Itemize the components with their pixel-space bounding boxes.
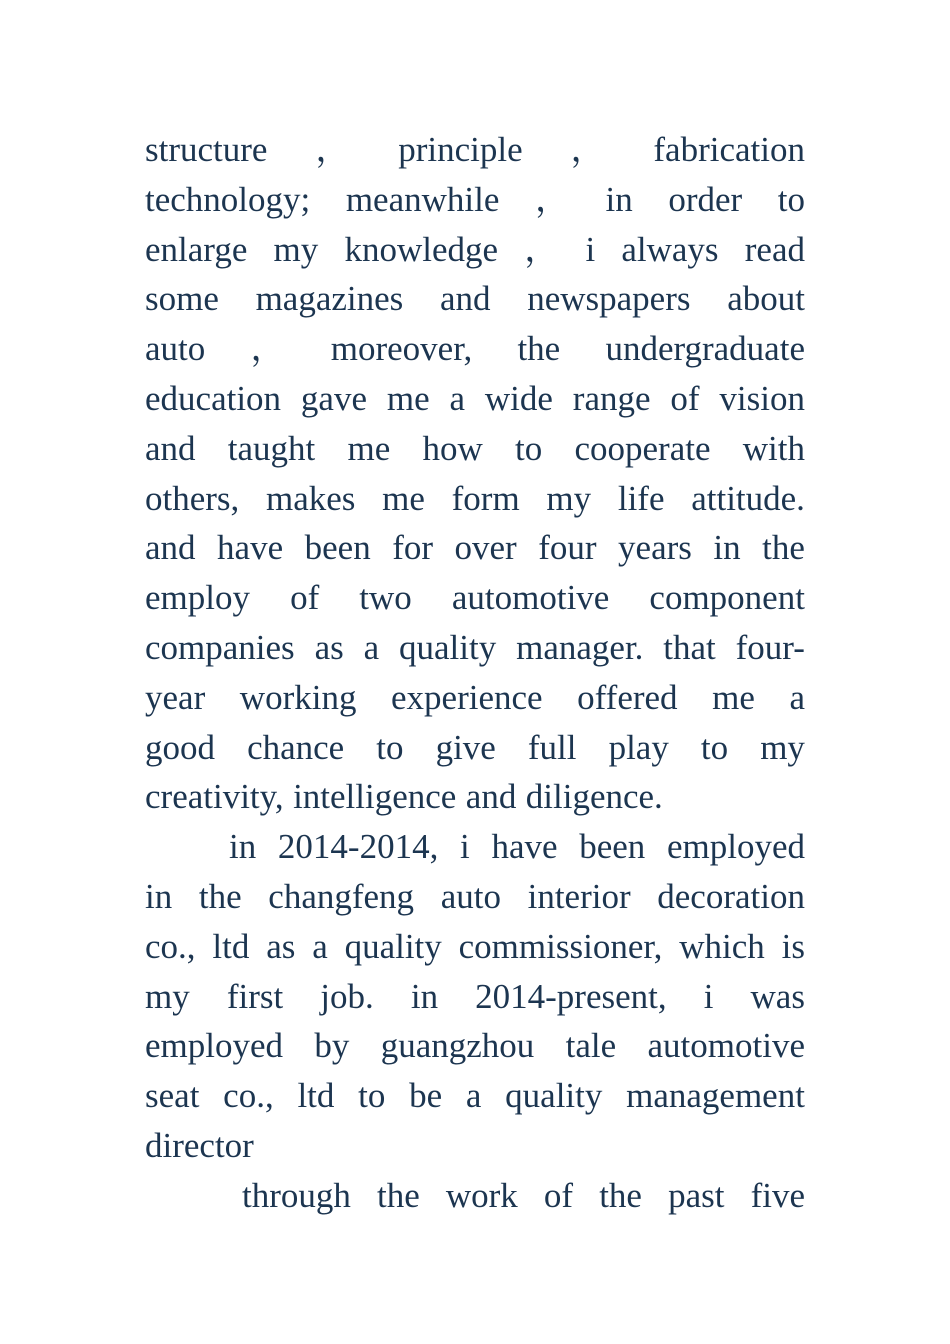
word: have xyxy=(491,827,558,867)
word: diligence. xyxy=(525,777,663,817)
word: of xyxy=(670,379,700,418)
word: seat xyxy=(145,1076,200,1116)
word: to xyxy=(700,727,729,767)
word: a xyxy=(312,926,328,966)
word: me xyxy=(712,677,755,717)
word: ， xyxy=(315,130,351,169)
word: interior xyxy=(527,877,631,916)
word: read xyxy=(744,229,805,269)
word: quality xyxy=(505,1076,603,1116)
text-line xyxy=(145,523,805,573)
word: range xyxy=(572,379,651,418)
word: i xyxy=(703,976,714,1016)
word: years xyxy=(618,528,692,568)
word: a xyxy=(363,628,380,667)
word: and xyxy=(145,428,196,468)
word: five xyxy=(750,1175,805,1215)
word: my xyxy=(760,727,805,767)
word: the xyxy=(762,528,805,568)
text-line xyxy=(145,424,805,474)
word: my xyxy=(145,976,190,1016)
text-line xyxy=(145,1021,805,1071)
word: makes xyxy=(266,478,356,518)
word: four- xyxy=(735,628,805,667)
word: changfeng xyxy=(268,877,415,916)
word: cooperate xyxy=(574,428,711,468)
word: give xyxy=(435,727,496,767)
word: form xyxy=(451,478,520,518)
word: experience xyxy=(391,677,543,717)
text-line xyxy=(145,274,805,324)
word: i xyxy=(585,229,596,269)
word: of xyxy=(543,1175,574,1215)
word: good xyxy=(145,727,215,767)
word: structure xyxy=(145,130,268,169)
word: companies xyxy=(145,628,295,667)
word: ， xyxy=(534,179,570,219)
word: order xyxy=(668,179,743,219)
word: to xyxy=(777,179,805,219)
word: magazines xyxy=(255,279,404,319)
word: fabrication xyxy=(653,130,805,169)
word: and xyxy=(145,528,196,568)
text-line xyxy=(145,125,805,175)
word: in xyxy=(713,528,741,568)
word: manager. xyxy=(516,628,644,667)
word: auto xyxy=(145,329,206,369)
text-line xyxy=(145,225,805,275)
word: auto xyxy=(440,877,501,916)
word: undergraduate xyxy=(605,329,805,369)
word: over xyxy=(454,528,517,568)
word: gave xyxy=(300,379,367,418)
word: others, xyxy=(145,478,240,518)
word: enlarge xyxy=(145,229,248,269)
word: a xyxy=(449,379,466,418)
word: me xyxy=(386,379,430,418)
word: attitude. xyxy=(691,478,805,518)
word: automotive xyxy=(647,1026,805,1066)
word: in xyxy=(605,179,633,219)
word: the xyxy=(198,877,242,916)
word: management xyxy=(626,1076,805,1116)
word: in xyxy=(145,877,173,916)
word: is xyxy=(781,926,805,966)
word: quality xyxy=(344,926,442,966)
word: principle xyxy=(398,130,523,169)
word: job. xyxy=(320,976,374,1016)
text-line xyxy=(145,623,805,673)
text-line xyxy=(145,673,805,723)
word: automotive xyxy=(451,578,610,618)
text-line xyxy=(145,1121,805,1171)
word: chance xyxy=(247,727,345,767)
word: me xyxy=(382,478,425,518)
word: two xyxy=(359,578,412,618)
word: the xyxy=(599,1175,642,1215)
text-line xyxy=(145,474,805,524)
word: director xyxy=(145,1126,254,1165)
word: technology; xyxy=(145,179,311,219)
word: was xyxy=(750,976,805,1016)
word: quality xyxy=(399,628,497,667)
word: intelligence xyxy=(293,777,457,817)
word: a xyxy=(789,677,805,717)
word: first xyxy=(226,976,284,1016)
word: and xyxy=(465,777,517,817)
text-line xyxy=(145,1071,805,1121)
word: about xyxy=(727,279,805,319)
word: with xyxy=(742,428,805,468)
word: ， xyxy=(250,329,286,369)
word: how xyxy=(422,428,483,468)
word: in xyxy=(229,827,257,867)
word: been xyxy=(304,528,371,568)
word: my xyxy=(546,478,592,518)
word: my xyxy=(273,229,319,269)
word: i xyxy=(460,827,470,867)
text-line xyxy=(145,374,805,424)
word: of xyxy=(290,578,320,618)
word: commissioner, xyxy=(458,926,663,966)
word: vision xyxy=(719,379,805,418)
word: to xyxy=(515,428,543,468)
word: which xyxy=(679,926,765,966)
word: past xyxy=(668,1175,725,1215)
word: to xyxy=(358,1076,386,1116)
word: ltd xyxy=(297,1076,335,1116)
word: in xyxy=(410,976,439,1016)
word: newspapers xyxy=(527,279,691,319)
text-line xyxy=(145,922,805,972)
text-line xyxy=(145,573,805,623)
word: 2014-present, xyxy=(475,976,667,1016)
word: ， xyxy=(570,130,606,169)
word: play xyxy=(608,727,669,767)
word: and xyxy=(439,279,491,319)
word: education xyxy=(145,379,282,418)
word: ， xyxy=(524,229,560,269)
word: work xyxy=(445,1175,518,1215)
word: wide xyxy=(484,379,553,418)
text-line xyxy=(145,772,805,822)
word: that xyxy=(663,628,716,667)
word: meanwhile xyxy=(345,179,500,219)
word: the xyxy=(517,329,561,369)
word: year xyxy=(145,677,206,717)
word: creativity, xyxy=(145,777,284,817)
word: employed xyxy=(666,827,805,867)
word: have xyxy=(217,528,284,568)
word: co., xyxy=(145,926,196,966)
word: to xyxy=(376,727,404,767)
word: working xyxy=(239,677,357,717)
text-line xyxy=(145,175,805,225)
document-page xyxy=(145,0,805,1344)
word: 2014-2014, xyxy=(277,827,439,867)
word: ltd xyxy=(212,926,250,966)
word: by xyxy=(314,1026,350,1066)
word: be xyxy=(409,1076,443,1116)
word: co., xyxy=(223,1076,274,1116)
word: component xyxy=(649,578,805,618)
word: the xyxy=(377,1175,420,1215)
word: through xyxy=(242,1175,351,1215)
word: employed xyxy=(145,1026,284,1066)
text-line xyxy=(145,872,805,922)
word: for xyxy=(392,528,434,568)
word: offered xyxy=(577,677,678,717)
word: four xyxy=(538,528,597,568)
word: me xyxy=(347,428,391,468)
word: as xyxy=(266,926,296,966)
word: as xyxy=(314,628,344,667)
text-line xyxy=(145,972,805,1022)
word: taught xyxy=(227,428,316,468)
text-line xyxy=(145,723,805,773)
text-line xyxy=(145,822,805,872)
word: been xyxy=(579,827,646,867)
word: guangzhou xyxy=(380,1026,535,1066)
word: employ xyxy=(145,578,250,618)
word: life xyxy=(617,478,665,518)
word: some xyxy=(145,279,219,319)
word: decoration xyxy=(657,877,805,916)
word: full xyxy=(527,727,577,767)
text-line xyxy=(145,1171,805,1221)
word: tale xyxy=(565,1026,617,1066)
word: always xyxy=(621,229,719,269)
word: a xyxy=(465,1076,482,1116)
word: knowledge xyxy=(344,229,499,269)
word: moreover, xyxy=(330,329,473,369)
text-line xyxy=(145,324,805,374)
